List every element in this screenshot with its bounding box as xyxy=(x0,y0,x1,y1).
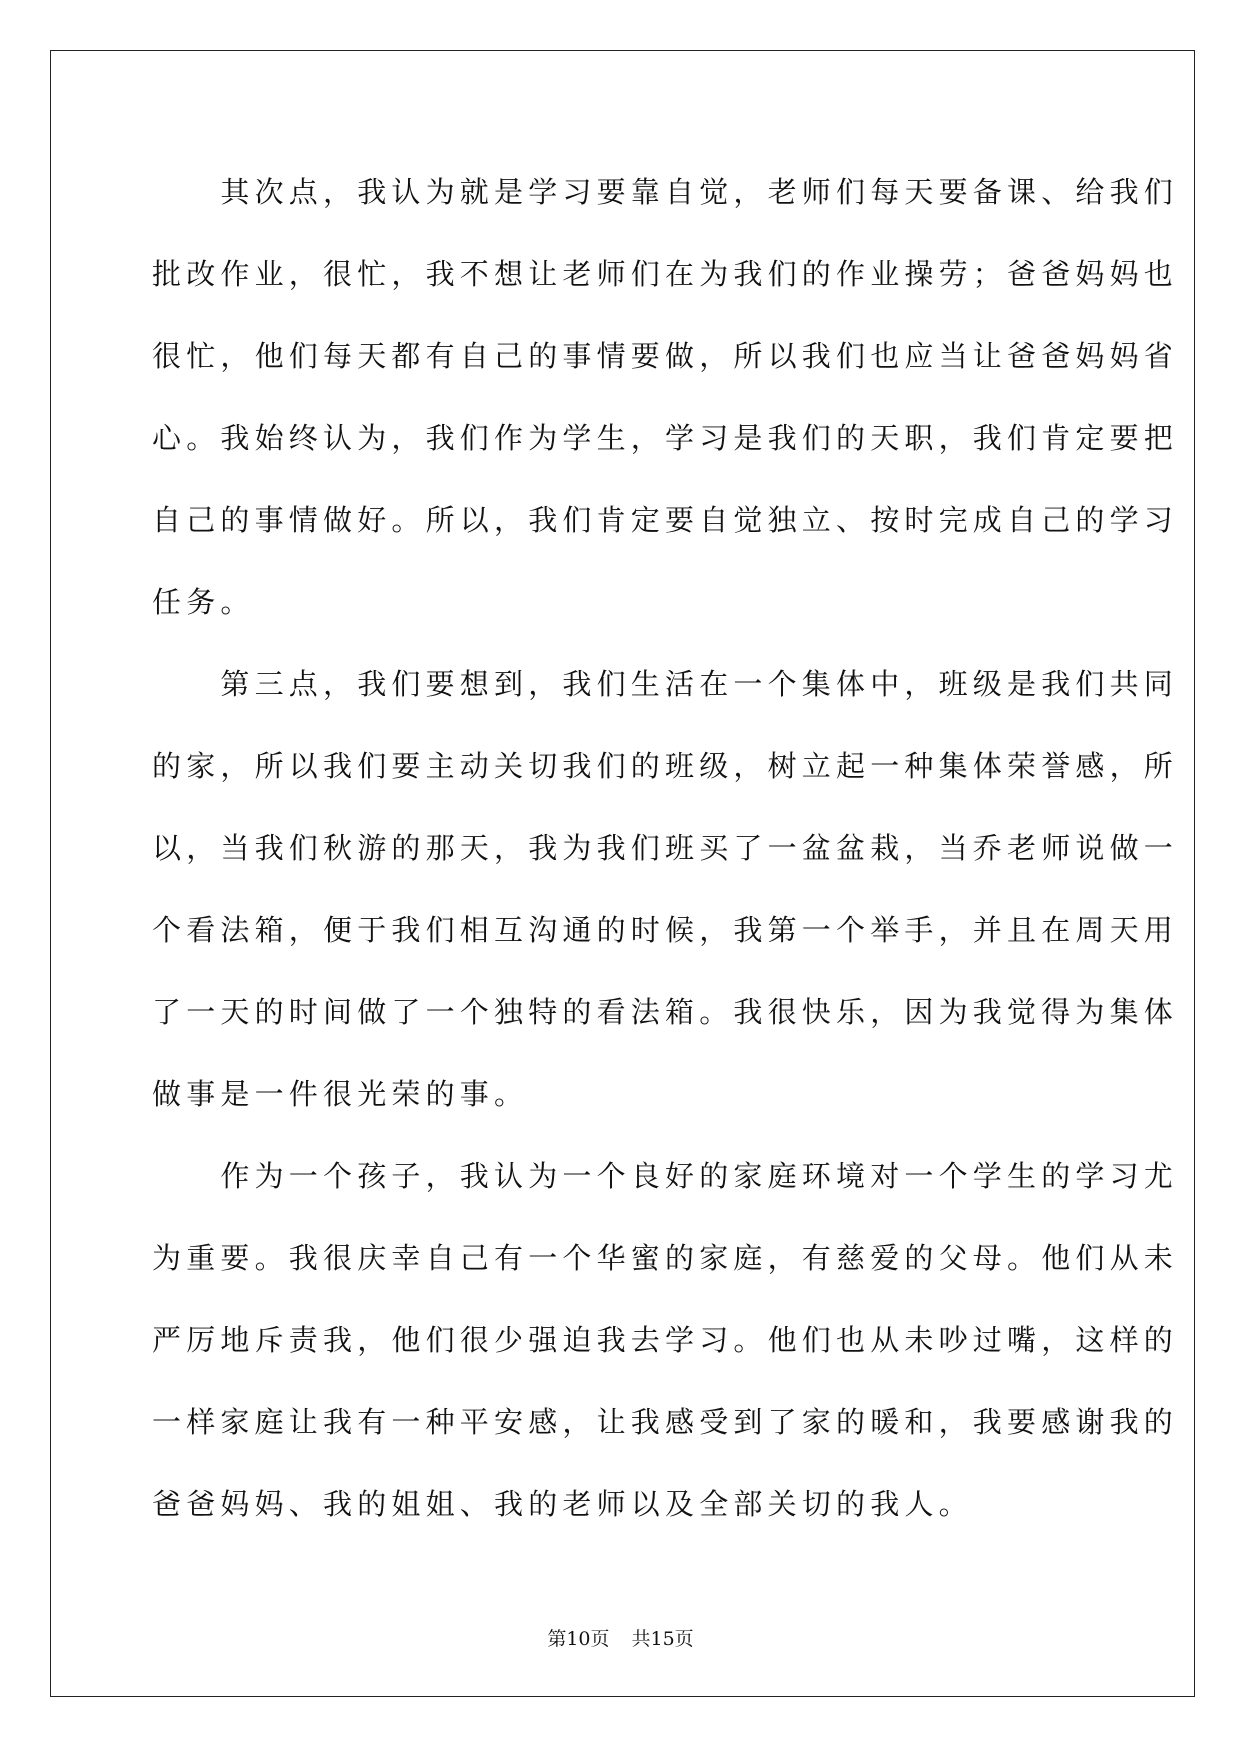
page-footer xyxy=(0,1626,1241,1652)
text-line: 任务。 xyxy=(152,585,255,619)
text-line: 一样家庭让我有一种平安感，让我感受到了家的暖和，我要感谢我的 xyxy=(152,1405,1179,1439)
text-line: 的家，所以我们要主动关切我们的班级，树立起一种集体荣誉感，所 xyxy=(152,749,1179,783)
text-line: 其次点，我认为就是学习要靠自觉，老师们每天要备课、给我们 xyxy=(152,175,1179,209)
text-line: 批改作业，很忙，我不想让老师们在为我们的作业操劳；爸爸妈妈也 xyxy=(152,257,1179,291)
text-line: 爸爸妈妈、我的姐姐、我的老师以及全部关切的我人。 xyxy=(152,1487,973,1521)
document-body xyxy=(152,162,1179,1556)
text-line: 为重要。我很庆幸自己有一个华蜜的家庭，有慈爱的父母。他们从未 xyxy=(152,1241,1179,1275)
text-line: 作为一个孩子，我认为一个良好的家庭环境对一个学生的学习尤 xyxy=(152,1159,1179,1193)
page-number: 第10页 xyxy=(547,1628,610,1650)
text-line: 以，当我们秋游的那天，我为我们班买了一盆盆栽，当乔老师说做一 xyxy=(152,831,1179,865)
text-line: 严厉地斥责我，他们很少强迫我去学习。他们也从未吵过嘴，这样的 xyxy=(152,1323,1179,1357)
page-total: 共15页 xyxy=(631,1628,694,1650)
text-line: 个看法箱，便于我们相互沟通的时候，我第一个举手，并且在周天用 xyxy=(152,913,1179,947)
text-line: 第三点，我们要想到，我们生活在一个集体中，班级是我们共同 xyxy=(152,667,1179,701)
text-line: 自己的事情做好。所以，我们肯定要自觉独立、按时完成自己的学习 xyxy=(152,503,1179,537)
text-line: 了一天的时间做了一个独特的看法箱。我很快乐，因为我觉得为集体 xyxy=(152,995,1179,1029)
text-line: 很忙，他们每天都有自己的事情要做，所以我们也应当让爸爸妈妈省 xyxy=(152,339,1179,373)
text-line: 心。我始终认为，我们作为学生，学习是我们的天职，我们肯定要把 xyxy=(152,421,1179,455)
text-line: 做事是一件很光荣的事。 xyxy=(152,1077,529,1111)
